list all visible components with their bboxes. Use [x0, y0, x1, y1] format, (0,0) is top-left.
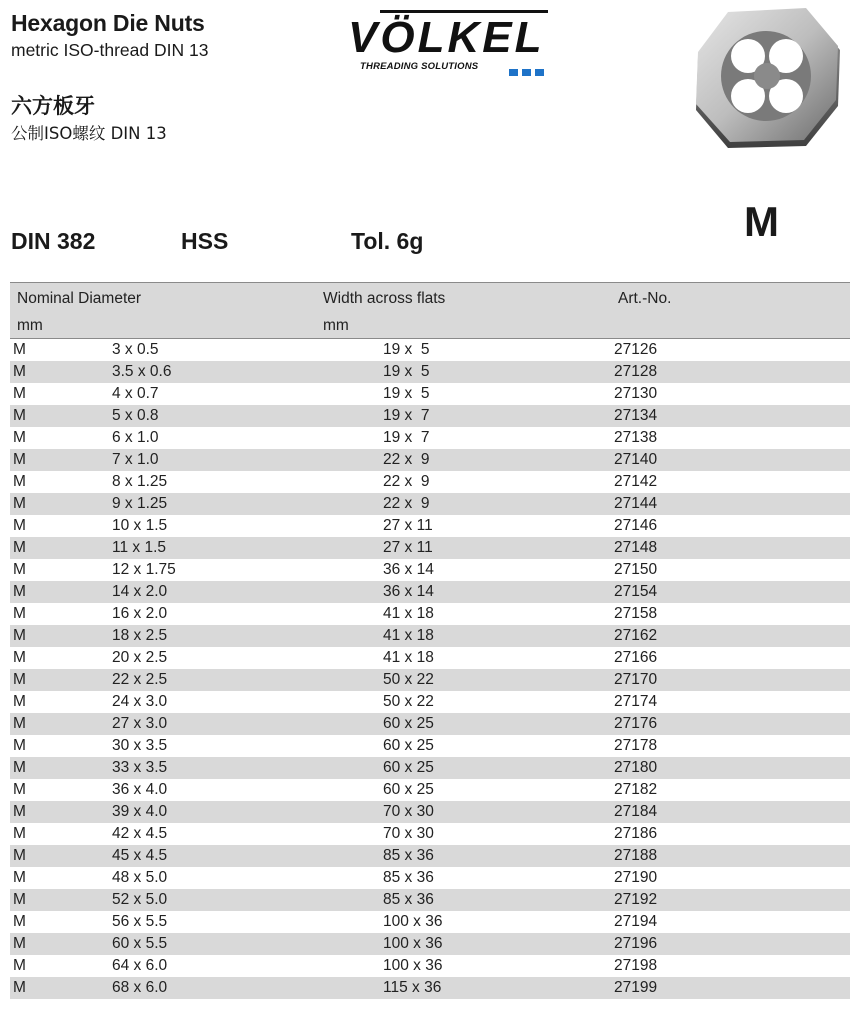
article-number-cell: 27166 — [614, 649, 658, 666]
table-row: M 6 x 1.0 19 x 7 27138 — [13, 429, 658, 446]
table-row: M 3.5 x 0.6 19 x 5 27128 — [10, 361, 850, 383]
table-row: M 56 x 5.5 100 x 36 27194 — [13, 913, 658, 930]
table-row: M 42 x 4.5 70 x 30 27186 — [13, 825, 658, 842]
logo-squares-icon — [509, 63, 548, 81]
table-row: M 14 x 2.0 36 x 14 27154 — [10, 581, 850, 603]
thread-prefix: M — [13, 671, 26, 688]
thread-prefix: M — [13, 429, 26, 446]
article-number-cell: 27148 — [614, 539, 658, 556]
table-row: M 10 x 1.5 27 x 11 27146 — [13, 517, 658, 534]
page-subtitle-chinese: 公制ISO螺纹 DIN 13 — [11, 124, 167, 143]
logo-wordmark: VÖLKEL — [348, 13, 545, 62]
article-number-cell: 27130 — [614, 385, 658, 402]
thread-prefix: M — [13, 737, 26, 754]
article-number-cell: 27174 — [614, 693, 658, 710]
thread-prefix: M — [13, 385, 26, 402]
thread-prefix: M — [13, 495, 26, 512]
table-row: M 45 x 4.5 85 x 36 27188 — [10, 845, 850, 867]
table-row: M 12 x 1.75 36 x 14 27150 — [13, 561, 658, 578]
table-row: M 3 x 0.5 19 x 5 27126 — [13, 341, 658, 358]
header-nominal-unit: mm — [17, 317, 43, 334]
die-nut-table — [10, 282, 850, 999]
table-header — [10, 282, 850, 338]
article-number-cell: 27192 — [614, 891, 658, 908]
article-number-cell: 27194 — [614, 913, 658, 930]
article-number-cell: 27144 — [614, 495, 658, 512]
article-number-cell: 27138 — [614, 429, 658, 446]
thread-prefix: M — [13, 451, 26, 468]
table-row: M 36 x 4.0 60 x 25 27182 — [13, 781, 658, 798]
article-number-cell: 27199 — [614, 979, 658, 996]
article-number-cell: 27190 — [614, 869, 658, 886]
article-number-cell: 27188 — [614, 847, 658, 864]
table-row: M 27 x 3.0 60 x 25 27176 — [10, 713, 850, 735]
thread-code: M — [744, 198, 779, 245]
article-number-cell: 27150 — [614, 561, 658, 578]
article-number-cell: 27182 — [614, 781, 658, 798]
table-row: M 39 x 4.0 70 x 30 27184 — [10, 801, 850, 823]
table-row: M 48 x 5.0 85 x 36 27190 — [13, 869, 658, 886]
article-number-cell: 27180 — [614, 759, 658, 776]
thread-prefix: M — [13, 869, 26, 886]
thread-prefix: M — [13, 825, 26, 842]
thread-prefix: M — [13, 935, 26, 952]
thread-prefix: M — [13, 627, 26, 644]
article-number-cell: 27178 — [614, 737, 658, 754]
page-title: Hexagon Die Nuts — [11, 10, 205, 36]
logo-tagline: THREADING SOLUTIONS — [360, 61, 479, 72]
table-row: M 4 x 0.7 19 x 5 27130 — [13, 385, 658, 402]
table-row: M 5 x 0.8 19 x 7 27134 — [10, 405, 850, 427]
article-number-cell: 27146 — [614, 517, 658, 534]
thread-prefix: M — [13, 715, 26, 732]
thread-prefix: M — [13, 759, 26, 776]
spec-tolerance: Tol. 6g — [351, 228, 424, 254]
table-row: M 52 x 5.0 85 x 36 27192 — [10, 889, 850, 911]
thread-prefix: M — [13, 583, 26, 600]
table-row: M 24 x 3.0 50 x 22 27174 — [13, 693, 658, 710]
table-row: M 64 x 6.0 100 x 36 27198 — [13, 957, 658, 974]
article-number-cell: 27126 — [614, 341, 658, 358]
table-row: M 18 x 2.5 41 x 18 27162 — [10, 625, 850, 647]
article-number-cell: 27134 — [614, 407, 658, 424]
article-number-cell: 27128 — [614, 363, 658, 380]
thread-prefix: M — [13, 363, 26, 380]
table-row: M 22 x 2.5 50 x 22 27170 — [10, 669, 850, 691]
hexagon-die-nut-image — [688, 6, 848, 156]
article-number-cell: 27162 — [614, 627, 658, 644]
article-number-cell: 27140 — [614, 451, 658, 468]
article-number-cell: 27184 — [614, 803, 658, 820]
header-nominal-diameter: Nominal Diameter — [17, 290, 142, 307]
thread-prefix: M — [13, 957, 26, 974]
thread-prefix: M — [13, 561, 26, 578]
page-title-chinese: 六方板牙 — [11, 94, 95, 118]
thread-prefix: M — [13, 407, 26, 424]
thread-prefix: M — [13, 693, 26, 710]
article-number-cell: 27198 — [614, 957, 658, 974]
header-width-unit: mm — [323, 317, 349, 334]
article-number-cell: 27176 — [614, 715, 658, 732]
article-number-cell: 27154 — [614, 583, 658, 600]
thread-prefix: M — [13, 517, 26, 534]
spec-material: HSS — [181, 228, 229, 254]
table-row: M 60 x 5.5 100 x 36 27196 — [10, 933, 850, 955]
table-row: M 20 x 2.5 41 x 18 27166 — [13, 649, 658, 666]
thread-prefix: M — [13, 781, 26, 798]
thread-prefix: M — [13, 803, 26, 820]
thread-prefix: M — [13, 473, 26, 490]
table-row: M 30 x 3.5 60 x 25 27178 — [13, 737, 658, 754]
article-number-cell: 27170 — [614, 671, 658, 688]
article-number-cell: 27142 — [614, 473, 658, 490]
table-row: M 7 x 1.0 22 x 9 27140 — [10, 449, 850, 471]
thread-prefix: M — [13, 891, 26, 908]
header-article-number: Art.-No. — [618, 290, 672, 307]
table-row: M 11 x 1.5 27 x 11 27148 — [10, 537, 850, 559]
article-number-cell: 27186 — [614, 825, 658, 842]
thread-prefix: M — [13, 979, 26, 996]
brand-logo — [344, 8, 554, 78]
table-row: M 9 x 1.25 22 x 9 27144 — [10, 493, 850, 515]
table-row: M 68 x 6.0 115 x 36 27199 — [10, 977, 850, 999]
table-row: M 16 x 2.0 41 x 18 27158 — [13, 605, 658, 622]
thread-prefix: M — [13, 539, 26, 556]
header-width-across-flats: Width across flats — [323, 290, 446, 307]
table-body — [10, 338, 850, 999]
thread-prefix: M — [13, 649, 26, 666]
spec-standard: DIN 382 — [11, 228, 96, 254]
table-row: M 8 x 1.25 22 x 9 27142 — [13, 473, 658, 490]
thread-prefix: M — [13, 605, 26, 622]
thread-prefix: M — [13, 913, 26, 930]
table-row: M 33 x 3.5 60 x 25 27180 — [10, 757, 850, 779]
page-subtitle: metric ISO-thread DIN 13 — [11, 40, 209, 60]
thread-prefix: M — [13, 847, 26, 864]
thread-prefix: M — [13, 341, 26, 358]
article-number-cell: 27196 — [614, 935, 658, 952]
article-number-cell: 27158 — [614, 605, 658, 622]
